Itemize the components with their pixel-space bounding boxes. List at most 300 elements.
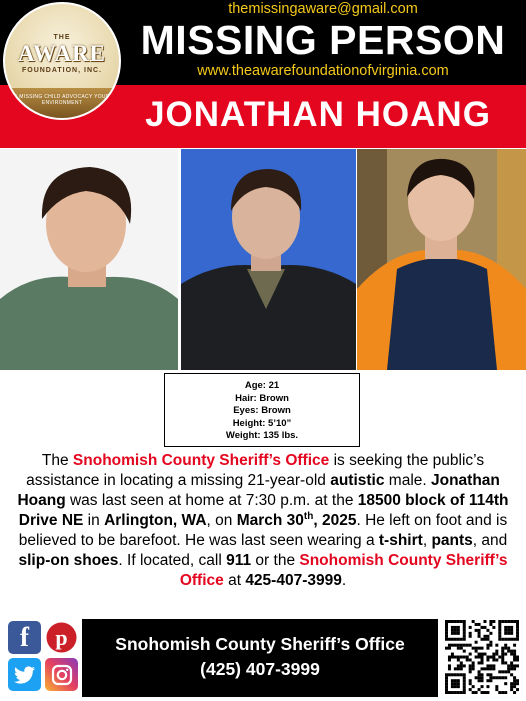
qr-module	[460, 656, 463, 659]
qr-module	[448, 691, 451, 694]
qr-module	[483, 626, 486, 629]
age-stat: Age: 21	[244, 380, 280, 391]
qr-module	[457, 658, 460, 661]
qr-module	[469, 653, 472, 656]
qr-module	[492, 664, 495, 667]
qr-module	[460, 647, 463, 650]
qr-module	[504, 626, 507, 629]
qr-module	[445, 632, 448, 635]
qr-module	[481, 638, 484, 641]
desc-text: The	[41, 452, 73, 469]
qr-module	[460, 661, 463, 664]
qr-module	[448, 644, 451, 647]
qr-module	[445, 620, 448, 623]
qr-module	[445, 676, 448, 679]
qr-module	[472, 620, 475, 623]
qr-module	[451, 638, 454, 641]
qr-module	[501, 656, 504, 659]
qr-module	[472, 691, 475, 694]
qr-module	[495, 685, 498, 688]
date-month-day: March 30	[236, 512, 304, 529]
qr-module	[448, 658, 451, 661]
qr-module	[501, 620, 504, 623]
qr-module	[451, 685, 454, 688]
qr-module	[501, 691, 504, 694]
qr-module	[451, 632, 454, 635]
qr-module	[445, 685, 448, 688]
qr-module	[498, 623, 501, 626]
desc-text: , and	[472, 532, 508, 549]
qr-module	[516, 638, 519, 641]
qr-module	[460, 691, 463, 694]
qr-module	[513, 691, 516, 694]
qr-module	[495, 653, 498, 656]
qr-module	[504, 620, 507, 623]
qr-module	[460, 644, 463, 647]
qr-module	[457, 626, 460, 629]
logo-aware: AWARE	[17, 41, 107, 66]
qr-module	[489, 673, 492, 676]
qr-module	[507, 620, 510, 623]
qr-module	[454, 679, 457, 682]
eyes-stat: Eyes: Brown	[233, 405, 291, 416]
qr-module	[501, 658, 504, 661]
qr-module	[510, 673, 513, 676]
desc-text: . He left on foot and is believed to be barefoot. He was last seen wearing a	[18, 512, 508, 549]
qr-module	[481, 658, 484, 661]
qr-module	[448, 667, 451, 670]
qr-module	[463, 688, 466, 691]
qr-module	[481, 667, 484, 670]
qr-module	[460, 664, 463, 667]
qr-module	[516, 626, 519, 629]
qr-module	[454, 644, 457, 647]
qr-module	[466, 644, 469, 647]
page-title: MISSING PERSON	[140, 17, 506, 63]
desc-text: in	[83, 512, 105, 529]
qr-module	[501, 647, 504, 650]
qr-module	[448, 673, 451, 676]
qr-module	[475, 656, 478, 659]
qr-module	[478, 635, 481, 638]
qr-module	[507, 664, 510, 667]
photo-3	[357, 149, 526, 370]
twitter-icon[interactable]	[8, 658, 41, 691]
qr-module	[472, 667, 475, 670]
qr-module	[489, 644, 492, 647]
qr-module	[454, 682, 457, 685]
qr-module	[481, 661, 484, 664]
qr-module	[478, 647, 481, 650]
qr-module	[510, 682, 513, 685]
qr-module	[463, 676, 466, 679]
qr-module	[463, 620, 466, 623]
facebook-icon[interactable]: f	[8, 621, 41, 654]
desc-text: is seeking the public’s assistance in locating a missing 21-year-old	[26, 452, 485, 489]
qr-module	[486, 635, 489, 638]
city: Arlington, WA	[104, 512, 207, 529]
qr-module	[516, 623, 519, 626]
sheriff-contact-banner	[82, 619, 438, 697]
qr-module	[489, 676, 492, 679]
desc-text: or the	[251, 552, 300, 569]
qr-module	[489, 656, 492, 659]
agency-phone: 425-407-3999	[245, 572, 342, 589]
qr-module	[510, 650, 513, 653]
qr-module	[454, 691, 457, 694]
logo-the: THE	[53, 34, 71, 41]
qr-module	[495, 676, 498, 679]
qr-module	[463, 682, 466, 685]
qr-module	[513, 644, 516, 647]
clothing-item: slip-on shoes	[18, 552, 119, 569]
desc-text: ,	[422, 532, 432, 549]
qr-module	[507, 629, 510, 632]
qr-module	[454, 638, 457, 641]
qr-module	[501, 661, 504, 664]
autistic-text: autistic	[330, 472, 385, 489]
qr-module	[504, 661, 507, 664]
qr-module	[463, 623, 466, 626]
qr-module	[445, 623, 448, 626]
qr-module	[445, 691, 448, 694]
qr-module	[516, 682, 519, 685]
svg-text:p: p	[55, 625, 68, 650]
qr-module	[489, 632, 492, 635]
qr-module	[463, 644, 466, 647]
qr-module	[498, 638, 501, 641]
qr-module	[507, 667, 510, 670]
qr-module	[445, 626, 448, 629]
qr-module	[501, 638, 504, 641]
qr-module	[507, 650, 510, 653]
qr-module	[454, 667, 457, 670]
qr-module	[451, 629, 454, 632]
qr-module	[445, 679, 448, 682]
qr-module	[478, 676, 481, 679]
contact-email: themissingaware@gmail.com	[228, 1, 418, 17]
qr-module	[451, 653, 454, 656]
qr-module	[516, 664, 519, 667]
qr-module	[451, 656, 454, 659]
qr-module	[478, 688, 481, 691]
qr-module	[472, 661, 475, 664]
qr-module	[516, 620, 519, 623]
date-suffix: th	[303, 510, 314, 522]
qr-module	[457, 691, 460, 694]
qr-module	[501, 653, 504, 656]
desc-text: . If located, call	[118, 552, 227, 569]
qr-module	[469, 688, 472, 691]
qr-module	[498, 656, 501, 659]
qr-module	[504, 676, 507, 679]
qr-module	[463, 632, 466, 635]
qr-module	[516, 635, 519, 638]
qr-module	[513, 664, 516, 667]
qr-module	[448, 664, 451, 667]
qr-module	[483, 635, 486, 638]
qr-module	[513, 676, 516, 679]
logo-tagline: A MISSING CHILD ADVOCACY YOUR ENVIRONMENT	[14, 94, 110, 106]
qr-module	[478, 629, 481, 632]
qr-module	[513, 638, 516, 641]
qr-module	[463, 629, 466, 632]
hair-stat: Hair: Brown	[235, 392, 289, 404]
qr-module	[457, 620, 460, 623]
qr-module	[513, 656, 516, 659]
pinterest-icon[interactable]	[45, 621, 78, 654]
qr-module	[454, 673, 457, 676]
qr-module	[492, 667, 495, 670]
qr-module	[469, 635, 472, 638]
qr-module	[483, 638, 486, 641]
qr-module	[478, 656, 481, 659]
qr-module	[492, 653, 495, 656]
weight-stat: Weight: 135 lbs.	[225, 430, 299, 441]
qr-module	[478, 673, 481, 676]
qr-module	[481, 653, 484, 656]
desc-text: .	[341, 572, 347, 589]
missing-person-name: JONATHAN HOANG	[145, 95, 491, 134]
qr-module	[463, 679, 466, 682]
qr-module	[498, 691, 501, 694]
qr-module	[478, 623, 481, 626]
qr-module	[463, 664, 466, 667]
qr-module	[489, 623, 492, 626]
qr-module	[469, 664, 472, 667]
qr-module	[504, 691, 507, 694]
qr-module	[457, 667, 460, 670]
footer-org-name: Snohomish County Sheriff’s Office	[115, 634, 405, 654]
qr-module	[507, 638, 510, 641]
qr-module	[513, 679, 516, 682]
qr-module	[516, 658, 519, 661]
qr-module	[483, 691, 486, 694]
qr-module	[469, 644, 472, 647]
qr-module	[510, 667, 513, 670]
qr-module	[486, 638, 489, 641]
qr-module	[478, 679, 481, 682]
qr-module	[498, 620, 501, 623]
qr-module	[489, 679, 492, 682]
qr-module	[457, 682, 460, 685]
clothing-item: t-shirt	[378, 532, 423, 549]
qr-module	[481, 647, 484, 650]
qr-module	[486, 667, 489, 670]
emergency-number: 911	[226, 552, 252, 569]
qr-module	[516, 632, 519, 635]
qr-module	[457, 685, 460, 688]
qr-module	[448, 656, 451, 659]
qr-module	[486, 656, 489, 659]
qr-module	[451, 620, 454, 623]
qr-module	[507, 670, 510, 673]
qr-module	[501, 650, 504, 653]
qr-module	[492, 626, 495, 629]
qr-module	[492, 620, 495, 623]
footer-phone: (425) 407-3999	[200, 659, 320, 679]
qr-module	[495, 650, 498, 653]
logo-foundation: FOUNDATION, INC.	[21, 67, 103, 74]
qr-module	[469, 658, 472, 661]
qr-module	[469, 679, 472, 682]
qr-module	[504, 644, 507, 647]
qr-module	[451, 679, 454, 682]
qr-module	[463, 650, 466, 653]
qr-module	[513, 658, 516, 661]
qr-module	[510, 626, 513, 629]
social-icons	[8, 621, 78, 693]
qr-module	[510, 629, 513, 632]
qr-module	[448, 620, 451, 623]
qr-module	[457, 644, 460, 647]
aware-foundation-logo	[3, 2, 121, 120]
qr-module	[478, 653, 481, 656]
qr-module	[469, 670, 472, 673]
photo-2	[181, 149, 356, 370]
qr-module	[445, 629, 448, 632]
case-description	[6, 451, 520, 591]
qr-module	[495, 658, 498, 661]
qr-module	[460, 638, 463, 641]
qr-module	[501, 676, 504, 679]
qr-module	[445, 688, 448, 691]
qr-module	[475, 647, 478, 650]
qr-module	[489, 664, 492, 667]
qr-module	[498, 632, 501, 635]
qr-module	[463, 635, 466, 638]
qr-module	[457, 647, 460, 650]
qr-module	[481, 691, 484, 694]
person-name: Jonathan Hoang	[17, 472, 500, 509]
qr-code[interactable]	[445, 620, 519, 694]
qr-module	[489, 641, 492, 644]
qr-module	[495, 688, 498, 691]
qr-module	[513, 685, 516, 688]
qr-module	[504, 647, 507, 650]
qr-module	[504, 670, 507, 673]
qr-module	[460, 673, 463, 676]
qr-module	[472, 647, 475, 650]
qr-module	[454, 656, 457, 659]
qr-module	[478, 632, 481, 635]
qr-module	[483, 620, 486, 623]
date-year: , 2025	[313, 512, 357, 529]
height-stat: Height: 5’10”	[232, 417, 292, 429]
qr-module	[495, 644, 498, 647]
qr-module	[466, 658, 469, 661]
qr-module	[486, 685, 489, 688]
qr-module	[445, 682, 448, 685]
qr-module	[492, 658, 495, 661]
qr-module	[460, 620, 463, 623]
qr-module	[486, 629, 489, 632]
qr-module	[498, 676, 501, 679]
qr-module	[475, 676, 478, 679]
qr-module	[486, 647, 489, 650]
qr-module	[483, 653, 486, 656]
qr-module	[481, 656, 484, 659]
desc-text: was last seen at home at 7:30 p.m. at the	[65, 492, 358, 509]
qr-module	[489, 620, 492, 623]
qr-module	[469, 682, 472, 685]
qr-module	[475, 650, 478, 653]
qr-module	[451, 626, 454, 629]
qr-module	[451, 673, 454, 676]
qr-module	[486, 679, 489, 682]
qr-module	[510, 620, 513, 623]
qr-module	[454, 629, 457, 632]
qr-module	[457, 673, 460, 676]
qr-module	[475, 641, 478, 644]
qr-module	[489, 667, 492, 670]
qr-module	[510, 685, 513, 688]
physical-description-box	[164, 373, 360, 447]
qr-module	[475, 629, 478, 632]
qr-module	[513, 650, 516, 653]
qr-module	[451, 644, 454, 647]
qr-module	[472, 685, 475, 688]
qr-module	[463, 691, 466, 694]
qr-module	[475, 623, 478, 626]
qr-module	[481, 626, 484, 629]
qr-module	[451, 682, 454, 685]
qr-module	[501, 670, 504, 673]
qr-module	[472, 664, 475, 667]
qr-module	[457, 664, 460, 667]
qr-module	[504, 632, 507, 635]
qr-module	[507, 647, 510, 650]
qr-module	[513, 682, 516, 685]
qr-module	[469, 667, 472, 670]
qr-module	[483, 667, 486, 670]
qr-module	[451, 691, 454, 694]
qr-module	[454, 626, 457, 629]
qr-module	[492, 656, 495, 659]
qr-module	[498, 626, 501, 629]
qr-module	[486, 664, 489, 667]
qr-module	[498, 629, 501, 632]
qr-module	[504, 653, 507, 656]
agency-name: Snohomish County Sheriff’s Office	[72, 452, 330, 469]
qr-module	[445, 638, 448, 641]
instagram-icon[interactable]	[45, 658, 78, 691]
qr-module	[486, 644, 489, 647]
qr-module	[457, 632, 460, 635]
qr-module	[463, 673, 466, 676]
qr-module	[481, 673, 484, 676]
qr-code-graphic	[445, 620, 519, 694]
qr-module	[486, 673, 489, 676]
last-seen-location: 18500 block of 114th Drive NE	[18, 492, 509, 529]
qr-module	[448, 638, 451, 641]
qr-module	[507, 626, 510, 629]
qr-module	[510, 688, 513, 691]
qr-module	[457, 656, 460, 659]
qr-module	[469, 626, 472, 629]
qr-module	[498, 670, 501, 673]
qr-module	[516, 629, 519, 632]
agency-name: Snohomish County Sheriff’s Office	[179, 552, 508, 589]
qr-module	[460, 667, 463, 670]
qr-module	[475, 691, 478, 694]
desc-text: male.	[384, 472, 431, 489]
qr-module	[513, 620, 516, 623]
qr-module	[510, 632, 513, 635]
qr-module	[445, 647, 448, 650]
qr-module	[457, 638, 460, 641]
qr-module	[516, 656, 519, 659]
